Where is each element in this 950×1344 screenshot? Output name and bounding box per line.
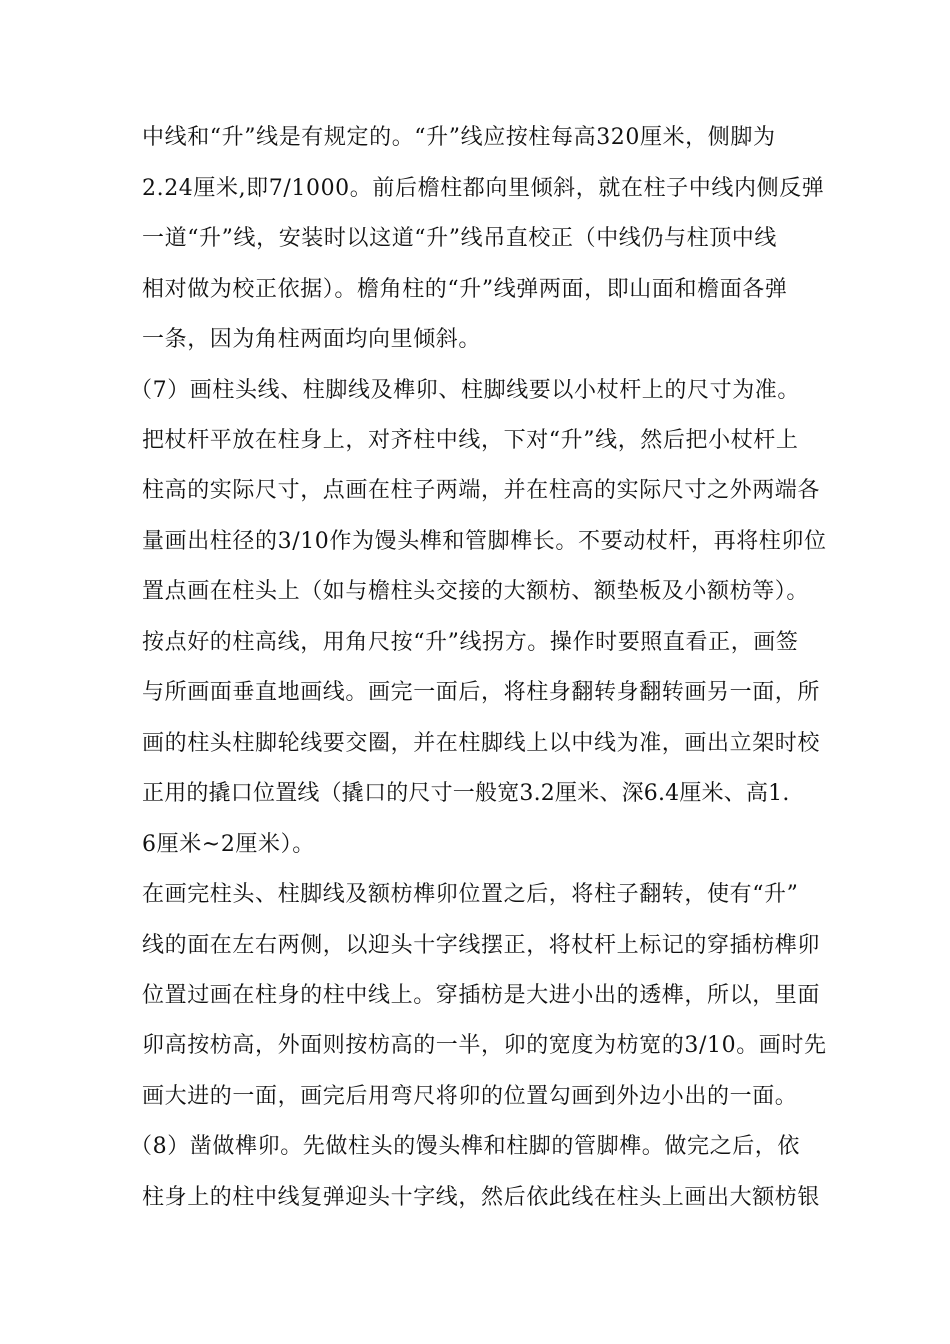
text-line: 正用的撬口位置线（撬口的尺寸一般宽3.2厘米、深6.4厘米、高1. [142,781,790,806]
text-line: 按点好的柱高线，用角尺按“升”线拐方。操作时要照直看正，画签 [142,630,799,655]
text-line: 一条，因为角柱两面均向里倾斜。 [142,327,482,352]
text-line: 2.24厘米,即7/1000。前后檐柱都向里倾斜，就在柱子中线内侧反弹 [142,176,825,201]
text-line: 置点画在柱头上（如与檐柱头交接的大额枋、额垫板及小额枋等）。 [142,579,810,604]
text-line: （8）凿做榫卯。先做柱头的馒头榫和柱脚的管脚榫。做完之后，依 [130,1134,800,1159]
text-line: 画大进的一面，画完后用弯尺将卯的位置勾画到外边小出的一面。 [142,1084,798,1109]
text-line: 量画出柱径的3/10作为馒头榫和管脚榫长。不要动杖杆，再将柱卯位 [142,529,827,554]
text-line: 位置过画在柱身的柱中线上。穿插枋是大进小出的透榫，所以，里面 [142,983,821,1008]
text-line: 中线和“升”线是有规定的。“升”线应按柱每高320厘米，侧脚为 [142,125,776,150]
text-line: （7）画柱头线、柱脚线及榫卯、柱脚线要以小杖杆上的尺寸为准。 [130,378,800,403]
text-line: 画的柱头柱脚轮线要交圈，并在柱脚线上以中线为准，画出立架时校 [142,731,821,756]
text-line: 把杖杆平放在柱身上，对齐柱中线，下对“升”线，然后把小杖杆上 [142,428,799,453]
text-line: 6厘米~2厘米）。 [142,832,315,857]
text-line: 柱身上的柱中线复弹迎头十字线，然后依此线在柱头上画出大额枋银 [142,1185,821,1210]
text-line: 卯高按枋高，外面则按枋高的一半，卯的宽度为枋宽的3/10。画时先 [142,1033,827,1058]
text-line: 在画完柱头、柱脚线及额枋榫卯位置之后，将柱子翻转，使有“升” [142,882,799,907]
text-line: 一道“升”线，安装时以这道“升”线吊直校正（中线仍与柱顶中线 [142,226,777,251]
text-line: 线的面在左右两侧，以迎头十字线摆正，将杖杆上标记的穿插枋榫卯 [142,933,821,958]
text-line: 相对做为校正依据）。檐角柱的“升”线弹两面，即山面和檐面各弹 [142,277,788,302]
text-line: 与所画面垂直地画线。画完一面后，将柱身翻转身翻转画另一面，所 [142,680,821,705]
text-line: 柱高的实际尺寸，点画在柱子两端，并在柱高的实际尺寸之外两端各 [142,478,821,503]
